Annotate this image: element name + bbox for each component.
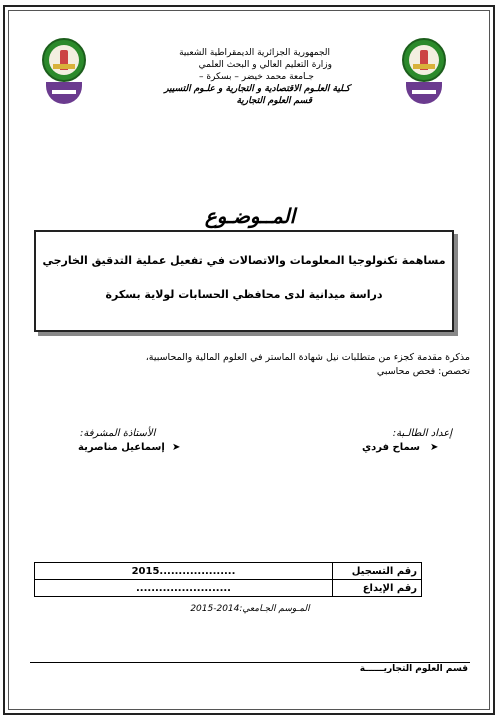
supervisor-name: إسماعيل مناصرية <box>78 442 165 453</box>
memo-line-1: مذكرة مقدمة كجزء من متطلبات نيل شهادة الماستر في العلوم المالية والمحاسبية، <box>145 352 470 363</box>
footer-divider <box>30 662 470 663</box>
header-department: قسم العلوم التجارية <box>236 96 312 106</box>
student-name: سماح فردي <box>361 442 420 453</box>
registration-table <box>34 562 422 597</box>
supervisor-arrow-icon: ➤ <box>172 442 181 453</box>
header-faculty: كـلية العلـوم الاقتصادية و التجارية و علـوم التسيير <box>164 84 350 94</box>
registration-number-value: 2015.................... <box>35 563 333 580</box>
header-university: جـامعة محمد خيضر – بسكرة – <box>198 72 314 82</box>
table-row <box>35 563 422 580</box>
supervisor-label: الأستاذة المشرفة: <box>80 428 156 439</box>
university-logo-right <box>400 38 448 110</box>
deposit-number-value: ......................... <box>35 580 333 597</box>
deposit-number-label: رقم الإيداع <box>333 580 422 597</box>
header-ministry: وزارة التعليم العالي و البحث العلمي <box>198 60 332 70</box>
subject-title: المــوضـوع <box>204 204 296 228</box>
subject-subtitle: دراسة ميدانية لدى محافظي الحسابات لولاية بسكرة <box>105 288 383 301</box>
subject-box <box>34 230 454 332</box>
subject-main-title: مساهمة تكنولوجيا المعلومات والاتصالات في تفعيل عملية التدقيق الخارجي <box>42 254 446 267</box>
header-republic: الجمهورية الجزائرية الديمقراطية الشعبية <box>179 48 330 58</box>
student-arrow-icon: ➤ <box>430 442 439 453</box>
academic-season: المـوسم الجـامعي:2014-2015 <box>190 604 310 614</box>
registration-number-label: رقم التسجيل <box>333 563 422 580</box>
student-label: إعداد الطالـبة: <box>392 428 452 439</box>
memo-specialty: تخصص: فحص محاسبي <box>376 366 470 377</box>
university-logo-left <box>40 38 88 110</box>
table-row <box>35 580 422 597</box>
footer-department: قسم العلوم التجاريــــــة <box>359 664 468 674</box>
